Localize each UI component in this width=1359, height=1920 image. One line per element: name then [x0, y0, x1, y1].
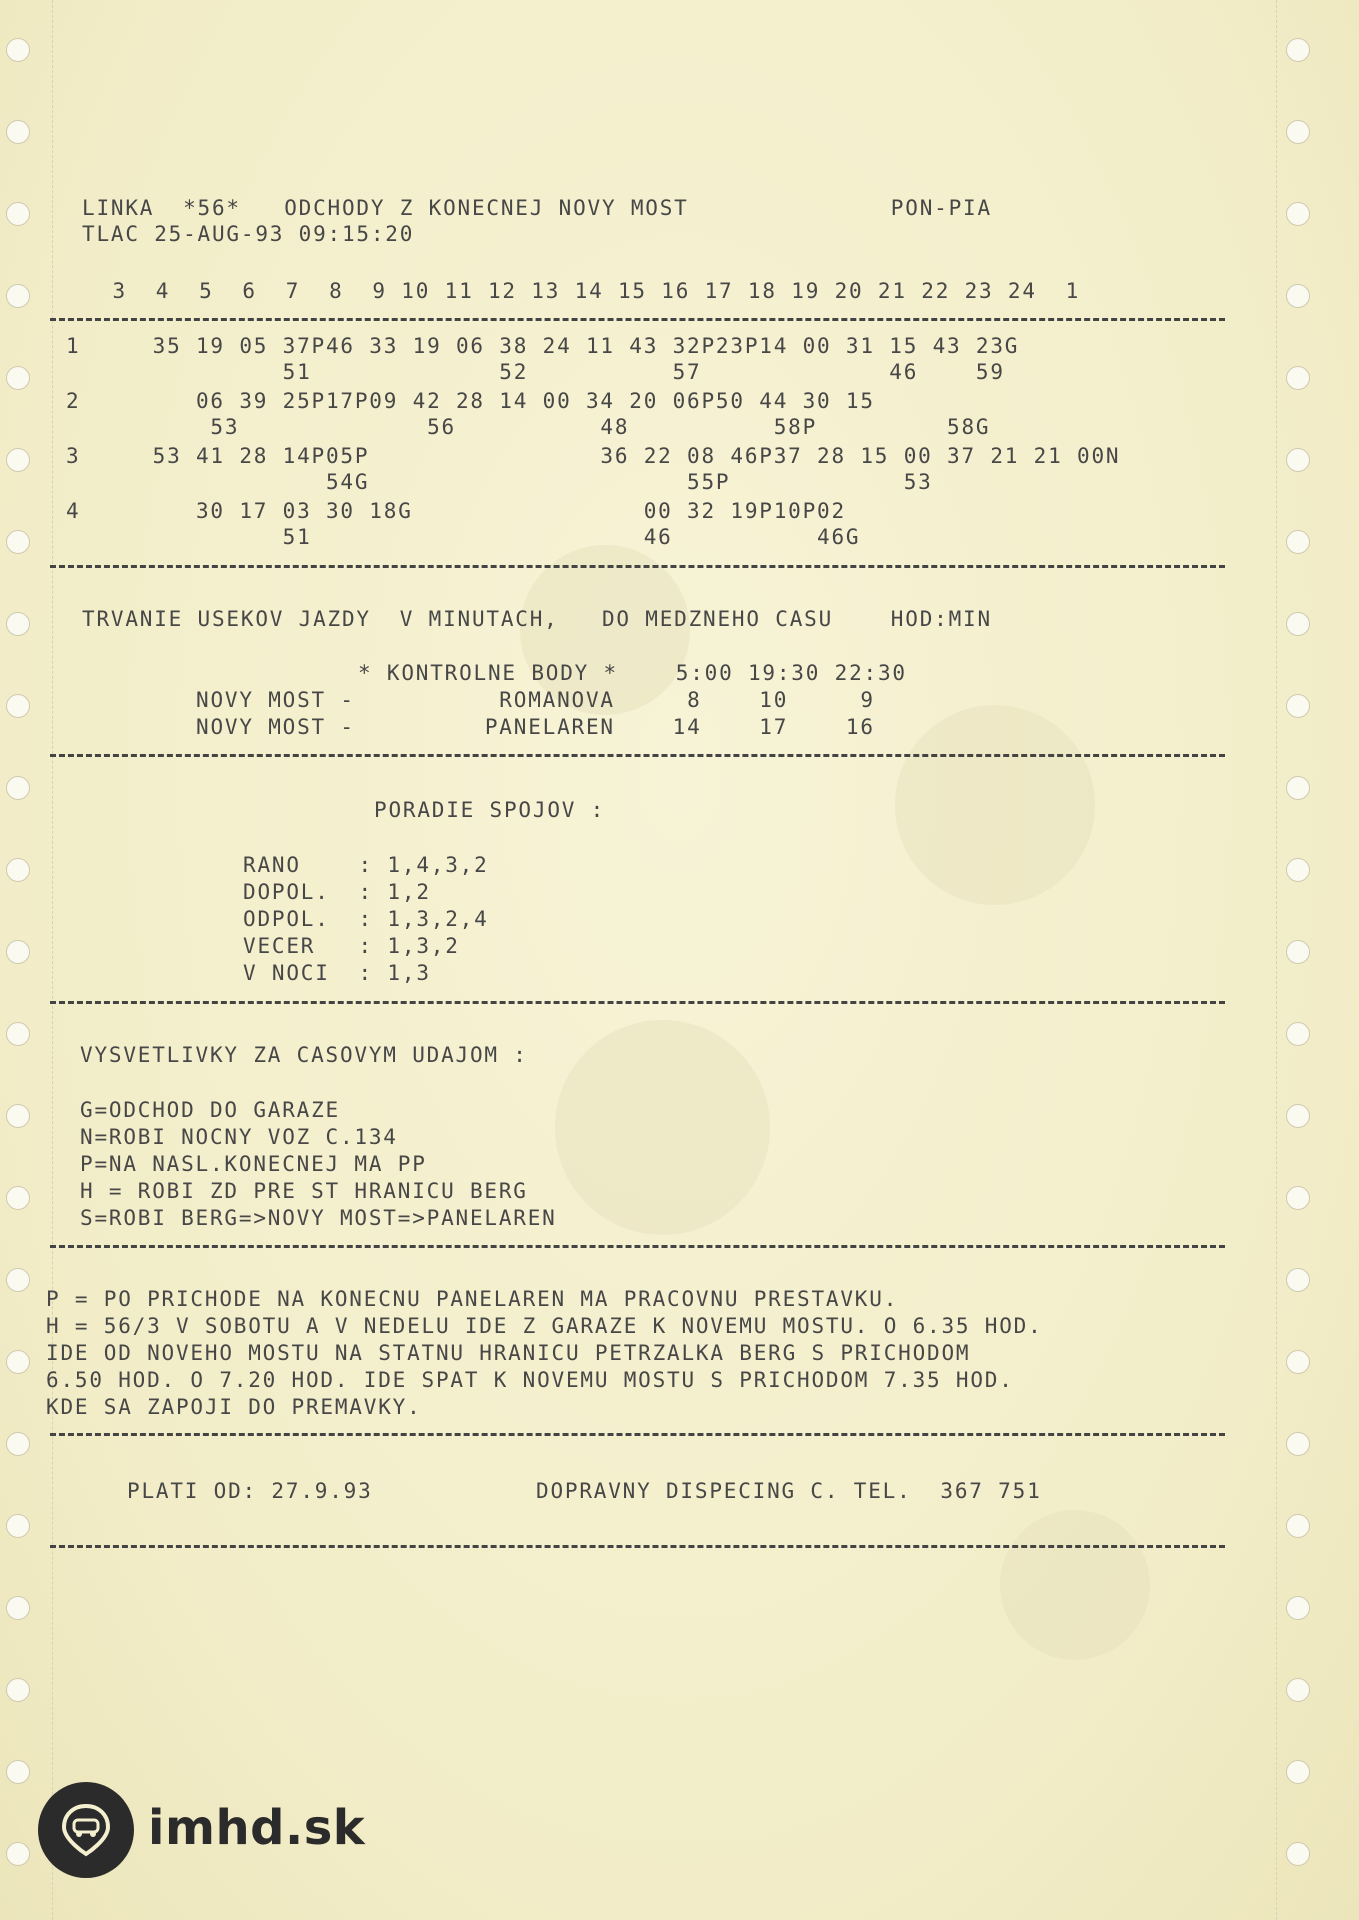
legend-row: G=ODCHOD DO GARAZE — [80, 1098, 340, 1122]
timetable-row: 53 56 48 58P 58G — [66, 415, 991, 439]
tractor-hole — [6, 858, 30, 882]
tractor-hole — [1286, 366, 1310, 390]
tractor-hole — [6, 612, 30, 636]
separator — [50, 565, 1225, 568]
tractor-hole — [1286, 1514, 1310, 1538]
tractor-hole — [6, 1104, 30, 1128]
tractor-hole — [1286, 858, 1310, 882]
timetable-row: 51 46 46G — [66, 525, 861, 549]
legend-title: VYSVETLIVKY ZA CASOVYM UDAJOM : — [80, 1043, 528, 1067]
tractor-hole — [6, 530, 30, 554]
tractor-hole — [1286, 1596, 1310, 1620]
hours-row: 3 4 5 6 7 8 9 10 11 12 13 14 15 16 17 18 19 20 21 22 23 24 1 — [98, 279, 1081, 303]
tractor-hole — [1286, 38, 1310, 62]
durations-row: NOVY MOST - PANELAREN 14 17 16 — [196, 715, 875, 739]
tractor-hole — [1286, 1842, 1310, 1866]
tractor-hole — [1286, 284, 1310, 308]
tractor-hole — [6, 1350, 30, 1374]
tractor-hole — [1286, 612, 1310, 636]
tractor-hole — [6, 776, 30, 800]
timetable-row: 4 30 17 03 30 18G 00 32 19P10P02 — [66, 499, 846, 523]
valid-from: PLATI OD: 27.9.93 — [127, 1479, 373, 1503]
tractor-hole — [6, 1842, 30, 1866]
tractor-hole — [1286, 1350, 1310, 1374]
order-row: RANO : 1,4,3,2 — [243, 853, 489, 877]
note-line: KDE SA ZAPOJI DO PREMAVKY. — [46, 1395, 422, 1419]
bus-pin-icon — [38, 1782, 134, 1878]
tractor-hole — [6, 1186, 30, 1210]
tractor-hole — [6, 1432, 30, 1456]
order-row: V NOCI : 1,3 — [243, 961, 431, 985]
order-row: VECER : 1,3,2 — [243, 934, 460, 958]
tractor-hole — [6, 1268, 30, 1292]
tractor-hole — [1286, 1432, 1310, 1456]
tractor-hole — [1286, 1678, 1310, 1702]
tractor-hole — [1286, 1186, 1310, 1210]
tractor-hole — [1286, 1268, 1310, 1292]
tractor-hole — [1286, 530, 1310, 554]
watermark-logo — [1000, 1510, 1150, 1660]
tractor-hole — [1286, 120, 1310, 144]
tractor-hole — [6, 38, 30, 62]
tractor-holes-right — [1286, 0, 1326, 1920]
durations-row: NOVY MOST - ROMANOVA 8 10 9 — [196, 688, 875, 712]
tractor-hole — [1286, 202, 1310, 226]
perforation-line-left — [52, 0, 54, 1920]
separator — [50, 754, 1225, 757]
note-line: 6.50 HOD. O 7.20 HOD. IDE SPAT K NOVEMU MOSTU S PRICHODOM 7.35 HOD. — [46, 1368, 1014, 1392]
order-row: DOPOL. : 1,2 — [243, 880, 431, 904]
order-title: PORADIE SPOJOV : — [374, 798, 606, 822]
tractor-hole — [6, 366, 30, 390]
tractor-hole — [6, 694, 30, 718]
timetable-row: 51 52 57 46 59 — [66, 360, 1005, 384]
tractor-hole — [6, 1022, 30, 1046]
watermark-logo — [895, 705, 1095, 905]
tractor-hole — [1286, 448, 1310, 472]
tractor-hole — [6, 448, 30, 472]
note-line: P = PO PRICHODE NA KONECNU PANELAREN MA PRACOVNU PRESTAVKU. — [46, 1287, 899, 1311]
header-title: LINKA *56* ODCHODY Z KONECNEJ NOVY MOST PON-PIA — [82, 196, 992, 220]
tractor-hole — [1286, 1760, 1310, 1784]
tractor-hole — [1286, 776, 1310, 800]
timetable-row: 54G 55P 53 — [66, 470, 933, 494]
print-timestamp: TLAC 25-AUG-93 09:15:20 — [82, 222, 415, 246]
tractor-hole — [1286, 940, 1310, 964]
imhd-logo — [38, 1782, 366, 1882]
order-row: ODPOL. : 1,3,2,4 — [243, 907, 489, 931]
tractor-hole — [1286, 1104, 1310, 1128]
legend-row: N=ROBI NOCNY VOZ C.134 — [80, 1125, 398, 1149]
legend-row: H = ROBI ZD PRE ST HRANICU BERG — [80, 1179, 528, 1203]
separator — [50, 318, 1225, 321]
separator — [50, 1545, 1225, 1548]
separator — [50, 1245, 1225, 1248]
perforation-line-right — [1276, 0, 1278, 1920]
tractor-holes-left — [6, 0, 46, 1920]
durations-header: * KONTROLNE BODY * 5:00 19:30 22:30 — [358, 661, 907, 685]
tractor-hole — [6, 1514, 30, 1538]
note-line: H = 56/3 V SOBOTU A V NEDELU IDE Z GARAZE K NOVEMU MOSTU. O 6.35 HOD. — [46, 1314, 1043, 1338]
timetable-row: 3 53 41 28 14P05P 36 22 08 46P37 28 15 00 37 21 21 00N — [66, 444, 1121, 468]
separator — [50, 1001, 1225, 1004]
watermark-logo — [555, 1020, 770, 1235]
tractor-hole — [6, 120, 30, 144]
tractor-hole — [6, 202, 30, 226]
note-line: IDE OD NOVEHO MOSTU NA STATNU HRANICU PETRZALKA BERG S PRICHODOM — [46, 1341, 971, 1365]
tractor-hole — [6, 1596, 30, 1620]
tractor-hole — [6, 284, 30, 308]
legend-row: P=NA NASL.KONECNEJ MA PP — [80, 1152, 427, 1176]
tractor-hole — [1286, 694, 1310, 718]
tractor-hole — [1286, 1022, 1310, 1046]
tractor-hole — [6, 940, 30, 964]
tractor-hole — [6, 1678, 30, 1702]
tractor-hole — [6, 1760, 30, 1784]
timetable-row: 1 35 19 05 37P46 33 19 06 38 24 11 43 32P23P14 00 31 15 43 23G — [66, 334, 1020, 358]
dispatch-phone: DOPRAVNY DISPECING C. TEL. 367 751 — [536, 1479, 1042, 1503]
durations-title: TRVANIE USEKOV JAZDY V MINUTACH, DO MEDZNEHO CASU HOD:MIN — [82, 607, 992, 631]
timetable-row: 2 06 39 25P17P09 42 28 14 00 34 20 06P50 44 30 15 — [66, 389, 875, 413]
logo-text: imhd.sk — [148, 1800, 366, 1856]
legend-row: S=ROBI BERG=>NOVY MOST=>PANELAREN — [80, 1206, 557, 1230]
separator — [50, 1433, 1225, 1436]
